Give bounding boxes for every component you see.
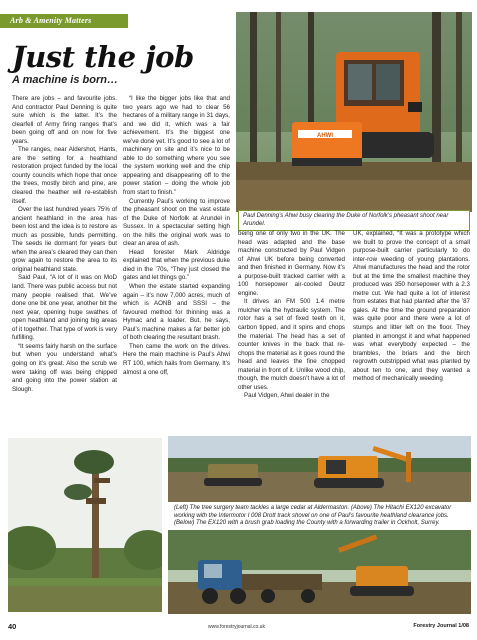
svg-text:AHWI: AHWI (317, 133, 333, 139)
journal-issue: Forestry Journal 1/08 (413, 623, 469, 629)
top-photo-caption: Paul Denning’s Ahwi busy clearing the Duke of Norfolk’s pheasant shoot near Arundel. (238, 210, 470, 231)
section-label: Arb & Amenity Matters (0, 14, 128, 28)
ahwi-mulcher-photo (236, 12, 472, 212)
page-number: 40 (8, 622, 17, 631)
paragraph: “I like the bigger jobs like that and two years ago we had to clear 56 hectares of a military range in 31 days, and we did it, which was a fair achievement. It’s the biggest one we’ve done yet. It’s good to see a lot of machinery on site and it’s nice to be able to do something where you see the system working well and the chip appearing and disappearing off to the power station – doing the whole job from start to finish.” (123, 95, 230, 197)
paragraph: Head forester Mark Aldridge explained that when the previous duke died in the ’70s, “They just closed the gates and let things go.” (123, 248, 230, 282)
paragraph: Then came the work on the drives. Here the main machine is Paul’s Ahwi RT 100, which hails from Germany. It’s almost a one off, (123, 342, 230, 376)
bottom-photo-caption: (Left) The tree surgery team tackles a large cedar at Aldermaston. (Above) The Hitachi EX120 excavator working with the Intermotor I 008 Drott track shovel on one of Paul’s favourite heathland clearance jobs. (Below) The EX120 with a brush grab loading the County with a forwarding trailer in Ockholt, Surrey. (168, 503, 471, 530)
forwarder-loading-photo (168, 530, 471, 614)
paragraph: Currently Paul’s working to improve the pheasant shoot on the vast estate of the Duke of Norfolk at Arundel in Sussex. In a spectacular setting high on the hills the original work was to clear an area of ash. (123, 197, 230, 248)
article-standfirst: A machine is born… (12, 74, 118, 86)
article-column-2 (123, 95, 230, 428)
footer-url: www.forestryjournal.co.uk (208, 624, 265, 630)
paragraph: When the estate started expanding again – it’s now 7,000 acres, much of which is AONB and SSSI – the favoured method for thinning was a Hymac and a loader. But, he says, Paul’s machine makes a far better job of both clearing the resultant brash. (123, 283, 230, 342)
cedar-tree-photo (8, 438, 162, 612)
article-headline: Just the job (12, 40, 194, 74)
article-column-3 (238, 230, 345, 428)
paragraph: UK, explained, “It was a prototype which we built to prove the concept of a small purpose-built carrier particularly to do inter-row weeding of young plantations. Ahwi manufactures the head and the rotor but at the time the smallest machine they produced was 350 horsepower with a 2.3 metre cut. We had quite a lot of interest from estates that had planted after the ’87 gales. At the time the ground preparation was quite poor and there were a lot of stumps and litter left on the floor. They planted in amongst it and what happened was what everybody expected – the brambles, the briars and the birch regrowth outstripped what was planted by about ten to one, and they wanted a method of mechanically weeding (353, 230, 470, 383)
paragraph: Said Paul, “A lot of it was on MoD land. There was public access but not many people realised that. We’ve done one bit one year, another bit the next year, opening huge swathes of open heathland and joining big areas of it together. That type of work is very fulfilling. (12, 274, 117, 342)
paragraph: being one of only two in the UK. The head was adapted and the base machine constructed by Paul Vidgen of Ahwi UK before being converted and then finished in Germany. Now it’s a purpose-built tracked carrier with a 100 horsepower air-cooled Deutz engine. (238, 230, 345, 297)
article-column-1 (12, 95, 117, 428)
paragraph: The ranges, near Aldershot, Hants, are the setting for a heathland restoration project funded by the local county councils which hope that once the trees, mostly birch and pine, are cleared the heather will re-establish itself. (12, 146, 117, 205)
excavator-heathland-photo (168, 436, 471, 502)
article-column-4 (353, 230, 470, 428)
paragraph: “It seems fairly harsh on the surface but when you understand what’s going on it’s great. Also the scrub we were taking off was being chipped and going into the power station at Slough. (12, 342, 117, 393)
paragraph: Over the last hundred years 75% of ancient heathland in the area has been lost and the idea is to restore as much as possible, funds permitting. The seeds lie dormant for years but when the area’s cleared they can then grow again to restore the area to its original heathland state. (12, 206, 117, 273)
paragraph: It drives an FM 500 1.4 metre mulcher via the hydraulic system. The rotor has a set of fixed teeth on it, carbon tipped, and it spins and chops the material. The head has a set of counter knives in the back that re-chops the material as it goes round the head and leaves the fine chopped material in front of it. Unlike wood chip, though, the mulch doesn’t have a lot of other uses. (238, 298, 345, 391)
paragraph: Paul Vidgen, Ahwi dealer in the (244, 392, 330, 400)
paragraph: There are jobs – and favourite jobs. And contractor Paul Denning is quite sure which is the latter. It’s the clearfell of Army firing ranges that’s been going off and on now for five years. (12, 95, 117, 145)
